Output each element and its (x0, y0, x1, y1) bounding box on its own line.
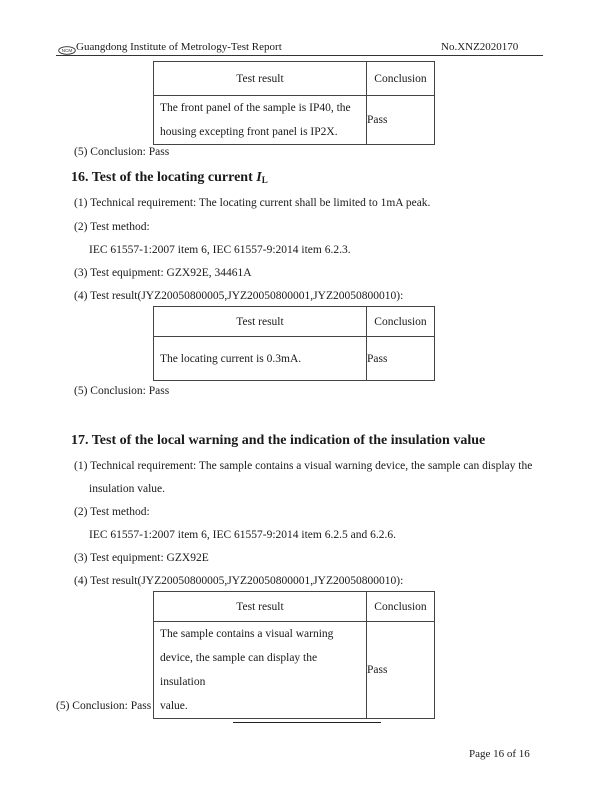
header-org-name: Guangdong Institute of Metrology-Test Report (76, 41, 282, 53)
table-cell-result (154, 622, 367, 719)
section17-requirement: (1) Technical requirement: The sample contains a visual warning device, the sample can display the (74, 460, 533, 472)
page-number: Page 16 of 16 (469, 748, 530, 760)
section16-heading (71, 170, 268, 186)
end-of-report-rule (233, 722, 381, 723)
table-header-test-result: Test result (154, 307, 367, 337)
table-header-test-result: Test result (154, 592, 367, 622)
section16-conclusion: (5) Conclusion: Pass (74, 385, 170, 397)
section16-method-label: (2) Test method: (74, 221, 150, 233)
section16-method: IEC 61557-1:2007 item 6, IEC 61557-9:2014 item 6.2.3. (89, 244, 351, 256)
header-divider (56, 55, 543, 56)
table-cell-conclusion: Pass (367, 96, 435, 145)
current-symbol: I (256, 170, 262, 185)
table-cell-result (154, 337, 367, 381)
section17-equipment: (3) Test equipment: GZX92E (74, 552, 209, 564)
section16-result-label: (4) Test result(JYZ20050800005,JYZ20050800001,JYZ20050800010): (74, 290, 404, 302)
header-org (60, 41, 282, 53)
result-line: value. (160, 700, 188, 712)
result-line: The sample contains a visual warning (160, 628, 334, 640)
result-line: The locating current is 0.3mA. (160, 352, 302, 365)
section16-requirement: (1) Technical requirement: The locating current shall be limited to 1mA peak. (74, 197, 431, 209)
result-line: device, the sample can display the insulation (160, 652, 318, 688)
header-report-number: No.XNZ2020170 (441, 41, 519, 53)
result-table-17 (153, 591, 435, 719)
section17-result-label: (4) Test result(JYZ20050800005,JYZ20050800001,JYZ20050800010): (74, 575, 404, 587)
table-header-conclusion: Conclusion (367, 592, 435, 622)
table-cell-conclusion: Pass (367, 337, 435, 381)
section16-heading-text: 16. Test of the locating current (71, 170, 257, 185)
section16-equipment: (3) Test equipment: GZX92E, 34461A (74, 267, 252, 279)
result-line: housing excepting front panel is IP2X. (160, 126, 338, 138)
table-header-test-result: Test result (154, 62, 367, 96)
result-line: The front panel of the sample is IP40, the (160, 102, 351, 114)
section17-method-label: (2) Test method: (74, 506, 150, 518)
section15-conclusion: (5) Conclusion: Pass (74, 146, 170, 158)
current-subscript: L (261, 175, 268, 185)
logo-text: NCM (61, 48, 73, 54)
table-header-conclusion: Conclusion (367, 62, 435, 96)
section17-method: IEC 61557-1:2007 item 6, IEC 61557-9:2014 item 6.2.5 and 6.2.6. (89, 529, 396, 541)
section17-conclusion: (5) Conclusion: Pass (56, 700, 152, 712)
result-table-16 (153, 306, 435, 381)
table-cell-result (154, 96, 367, 145)
section17-requirement-cont: insulation value. (89, 483, 166, 495)
section17-heading: 17. Test of the local warning and the indication of the insulation value (71, 433, 486, 448)
result-table-15 (153, 61, 435, 145)
table-cell-conclusion: Pass (367, 622, 435, 719)
table-header-conclusion: Conclusion (367, 307, 435, 337)
